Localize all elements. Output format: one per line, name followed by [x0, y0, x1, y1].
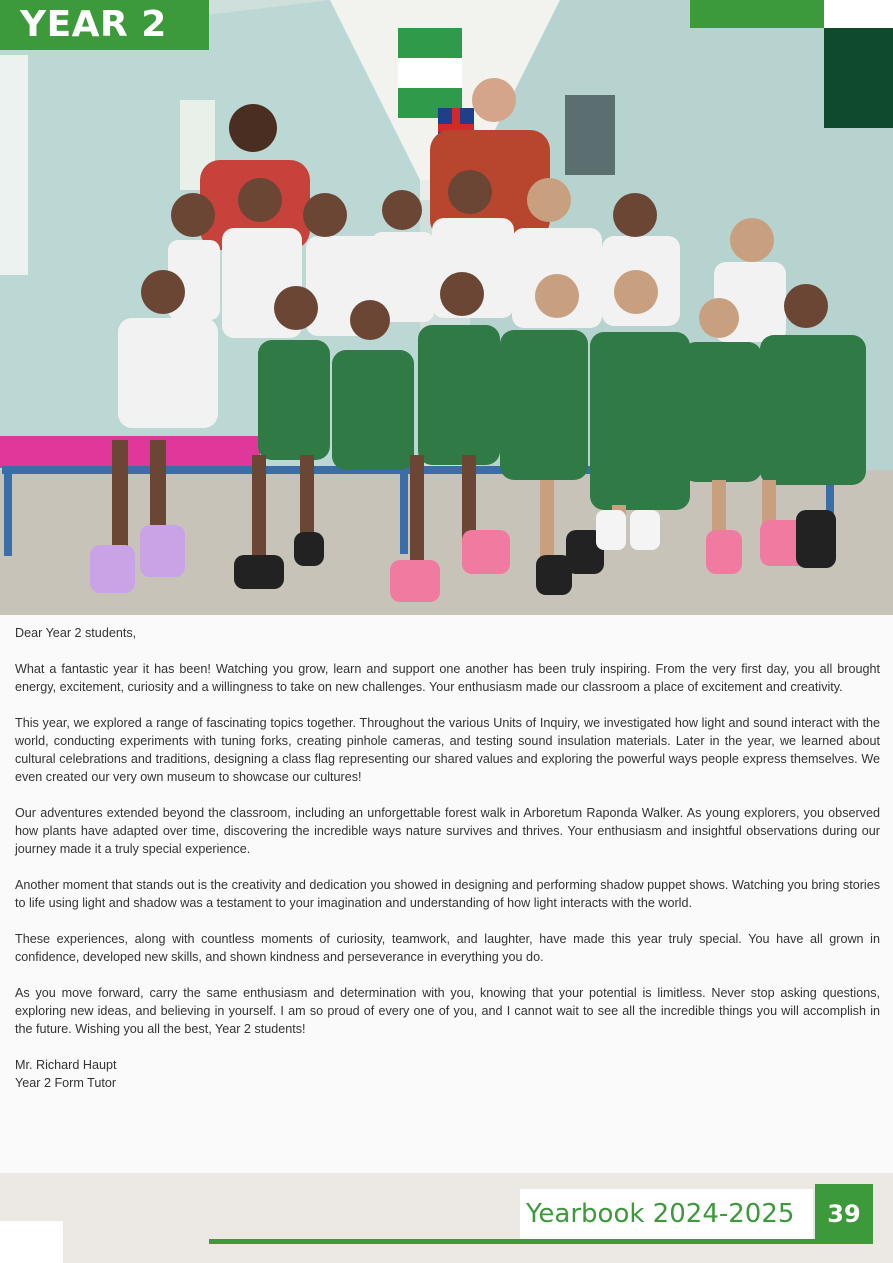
decorative-white-block [824, 0, 893, 28]
signature-role: Year 2 Form Tutor [15, 1076, 117, 1090]
decorative-green-block [690, 0, 824, 28]
class-photo-image [0, 0, 893, 615]
letter-body [15, 624, 880, 1092]
footer-white-block [0, 1221, 63, 1263]
letter-paragraph: Our adventures extended beyond the classroom, including an unforgettable forest walk in Arboretum Raponda Walker. As young explorers, you observed how plants have adapted over time, discovering the incredible ways nature survives and thrives. Your enthusiasm and insightful observations during our journey made it a truly special experience. [15, 806, 880, 856]
class-photo [0, 0, 893, 615]
letter-paragraph: These experiences, along with countless moments of curiosity, teamwork, and laughter, have made this year truly special. You have all grown in confidence, developed new skills, and shown kindness and perseverance in everything you do. [15, 932, 880, 964]
letter-paragraph: This year, we explored a range of fascinating topics together. Throughout the various Units of Inquiry, we investigated how light and sound interact with the world, conducting experiments with tuning forks, creating pinhole cameras, and testing sound insulation materials. Later in the year, we learned about cultural celebrations and traditions, designing a class flag representing our shared values and exploring the powerful ways people express themselves. We even created our very own museum to showcase our cultures! [15, 716, 880, 784]
letter-greeting: Dear Year 2 students, [15, 626, 137, 640]
decorative-dark-block [824, 28, 893, 128]
footer-rule [209, 1239, 873, 1244]
letter-section [0, 615, 893, 1173]
year-badge: YEAR 2 [0, 0, 209, 50]
page-footer [0, 1173, 893, 1263]
signature-name: Mr. Richard Haupt [15, 1058, 117, 1072]
letter-paragraph: What a fantastic year it has been! Watching you grow, learn and support one another has been truly inspiring. From the very first day, you all brought energy, excitement, curiosity and a willingness to take on new challenges. Your enthusiasm made our classroom a place of excitement and creativity. [15, 662, 880, 694]
yearbook-title: Yearbook 2024-2025 [520, 1189, 813, 1239]
letter-paragraph: Another moment that stands out is the creativity and dedication you showed in designing and performing shadow puppet shows. Watching you bring stories to life using light and shadow was a testament to your imagination and understanding of how light interacts with the world. [15, 878, 880, 910]
page-number: 39 [815, 1184, 873, 1244]
letter-paragraph: As you move forward, carry the same enthusiasm and determination with you, knowing that your potential is limitless. Never stop asking questions, exploring new ideas, and believing in yourself. I am so proud of every one of you, and I cannot wait to see all the incredible things you will accomplish in the future. Wishing you all the best, Year 2 students! [15, 986, 880, 1036]
